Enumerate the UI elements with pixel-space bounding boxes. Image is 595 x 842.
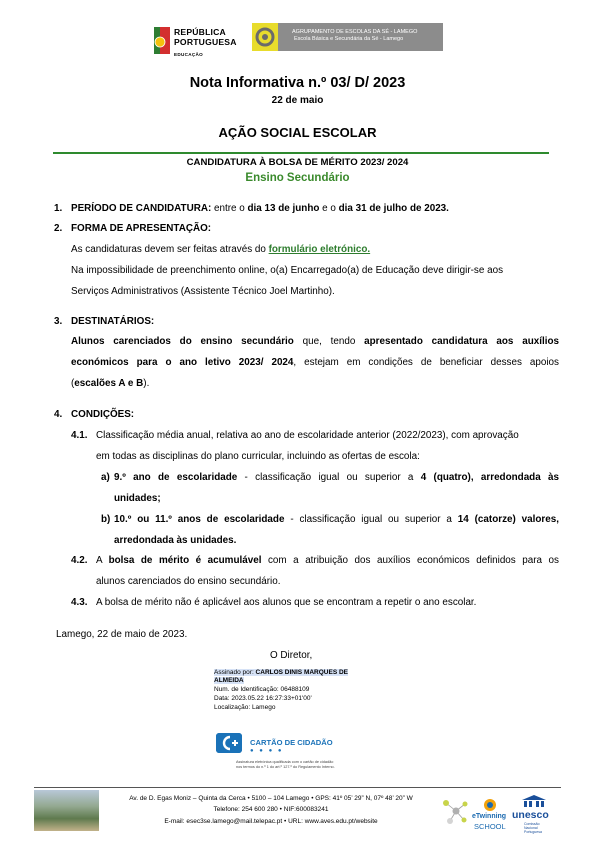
section-2-line-1 [71,244,370,256]
section-label: FORMA DE APRESENTAÇÃO: [71,223,212,234]
text-fragment: económicos para o ano letivo 2023/ 2024 [71,357,294,368]
footer-phone: Telefone: 254 600 280 • NIF:600083241 [213,806,329,813]
condition-number: 4.3. [71,597,88,608]
section-3-line-2 [71,357,559,369]
text-fragment: - classificação igual ou superior a [237,472,421,483]
etwinning-school-text: SCHOOL [474,822,506,831]
text-fragment: Alunos carenciados do ensino secundário [71,336,294,347]
text-fragment: 4 (quatro), arredondada às [420,472,560,483]
school-photo [34,790,99,831]
condition-4-2-line-2: alunos carenciados do ensino secundário. [96,576,281,587]
text-fragment: com a atribuição dos auxílios económicos definidos para os [261,555,559,566]
citizen-card-dots-icon: ● ● ● ● [250,748,284,754]
item-letter: b) [101,514,111,525]
condition-4-2-line-1 [96,555,559,567]
item-letter: a) [101,472,110,483]
text-fragment: unidades; [114,493,161,504]
gov-line-1: REPÚBLICA [174,27,226,37]
section-3-line-1 [71,336,559,348]
unesco-temple-icon [522,795,546,808]
text-fragment: ( [71,378,75,389]
gov-line-2: PORTUGUESA [174,37,237,47]
text-fragment: apresentado candidatura aos auxílios [364,336,559,347]
section-heading: AÇÃO SOCIAL ESCOLAR [218,125,377,140]
section-2-line-2: Na impossibilidade de preenchimento online, o(a) Encarregado(a) de Educação deve dirigir-se aos [71,265,504,276]
text-fragment: 14 (catorze) valores, [457,514,559,525]
section-3-line-3 [71,378,149,390]
section-number: 1. [54,203,63,214]
section-label: PERÍODO DE CANDIDATURA: [71,203,212,214]
school-logo-icon [252,23,278,51]
text-fragment: ). [143,378,150,389]
condition-4-1-line-2: em todas as disciplinas do plano curricular, incluindo as ofertas de escola: [96,451,420,462]
section-label: CONDIÇÕES: [71,409,135,420]
section-3-label [71,316,154,328]
etwinning-badge-icon [482,798,498,812]
school-banner [278,23,443,51]
document-title: Nota Informativa n.º 03/ D/ 2023 [189,75,406,91]
section-number: 4. [54,409,63,420]
condition-4-3-line-1: A bolsa de mérito não é aplicável aos alunos que se encontram a repetir o ano escolar. [96,597,477,608]
text-fragment: e o [319,203,339,214]
text-fragment: que, tendo [293,336,365,347]
item-a-line-1 [114,472,559,484]
text-fragment: entre o [211,203,248,214]
condition-number: 4.2. [71,555,88,566]
signature-location: Localização: Lamego [214,704,276,711]
text-fragment: A [96,555,109,566]
gov-name [174,27,237,57]
condition-number: 4.1. [71,430,88,441]
school-subtitle: Escola Básica e Secundária da Sé - Lamego [294,36,404,42]
text-fragment: arredondada às unidades. [114,535,237,546]
signature-signed-by [214,669,348,677]
signature-name-2 [214,677,244,685]
item-b-line-2 [114,535,236,547]
footer-divider [34,787,561,788]
signature-note [236,760,335,770]
place-date: Lamego, 22 de maio de 2023. [56,629,188,640]
text-fragment: As candidaturas devem ser feitas através do [71,244,269,255]
heading-divider [53,152,549,154]
candidature-title: CANDIDATURA À BOLSA DE MÉRITO 2023/ 2024 [186,157,409,168]
network-molecule-icon [440,795,470,827]
citizen-card-icon [216,733,242,753]
footer-contact: E-mail: esec3se.lamego@mail.telepac.pt • URL: www.aves.edu.pt/website [164,818,378,825]
text-fragment: 9.º ano de escolaridade [114,472,238,483]
section-number: 2. [54,223,63,234]
document-date: 22 de maio [271,95,324,106]
section-number: 3. [54,316,63,327]
education-level: Ensino Secundário [245,172,350,184]
unesco-subtitle: Comissão Nacional Portuguesa [524,822,542,834]
end-date: dia 31 de julho de 2023. [338,203,449,214]
section-2-line-3: Serviços Administrativos (Assistente Técnico Joel Martinho). [71,286,335,297]
etwinning-logo [472,798,510,832]
condition-4-1-line-1: Classificação média anual, relativa ao ano de escolaridade anterior (2022/2023), com aprovação [96,430,519,441]
signature-date: Data: 2023.05.22 16:27:33+01'00' [214,695,312,702]
start-date: dia 13 de junho [247,203,320,214]
text-fragment: escalões A e B [74,378,144,389]
item-b-line-1 [114,514,559,526]
unesco-logo [510,795,558,833]
text-fragment: bolsa de mérito é acumulável [108,555,262,566]
text-fragment: Assinado por: [214,669,254,676]
citizen-card-label: CARTÃO DE CIDADÃO [250,738,333,747]
section-1-text [71,203,449,215]
signer-name: ALMEIDA [214,677,244,684]
text-fragment: - classificação igual ou superior a [284,514,458,525]
signature-note-line: nos termos do n.º 1 do art.º 127.º do Regulamento Interno. [236,765,335,769]
signer-name: CARLOS DINIS MARQUES DE [253,669,349,676]
item-a-line-2 [114,493,161,505]
form-link[interactable]: formulário eletrónico. [268,244,371,255]
footer-address: Av. de D. Egas Moniz – Quinta da Cerca • 5100 – 104 Lamego • GPS: 41º 05’ 29” N, 07º 48’ 20” W [129,795,413,802]
etwinning-text: eTwinning [472,813,507,820]
section-label: DESTINATÁRIOS: [71,316,155,327]
section-4-label [71,409,134,421]
gov-line-3: EDUCAÇÃO [174,52,203,57]
text-fragment: , estejam em condições de beneficiar desses apoios [293,357,559,368]
signature-note-line: Assinatura eletrónica qualificada com o cartão de cidadão [236,760,334,764]
school-name: AGRUPAMENTO DE ESCOLAS DA SÉ - LAMEGO [292,29,418,35]
signature-id: Num. de Identificação: 06488109 [214,686,310,693]
director-label: O Diretor, [270,650,313,661]
text-fragment: 10.º ou 11.º anos de escolaridade [114,514,285,525]
section-2-label [71,223,211,235]
republic-emblem-icon [154,27,170,54]
unesco-text: unesco [512,809,549,821]
